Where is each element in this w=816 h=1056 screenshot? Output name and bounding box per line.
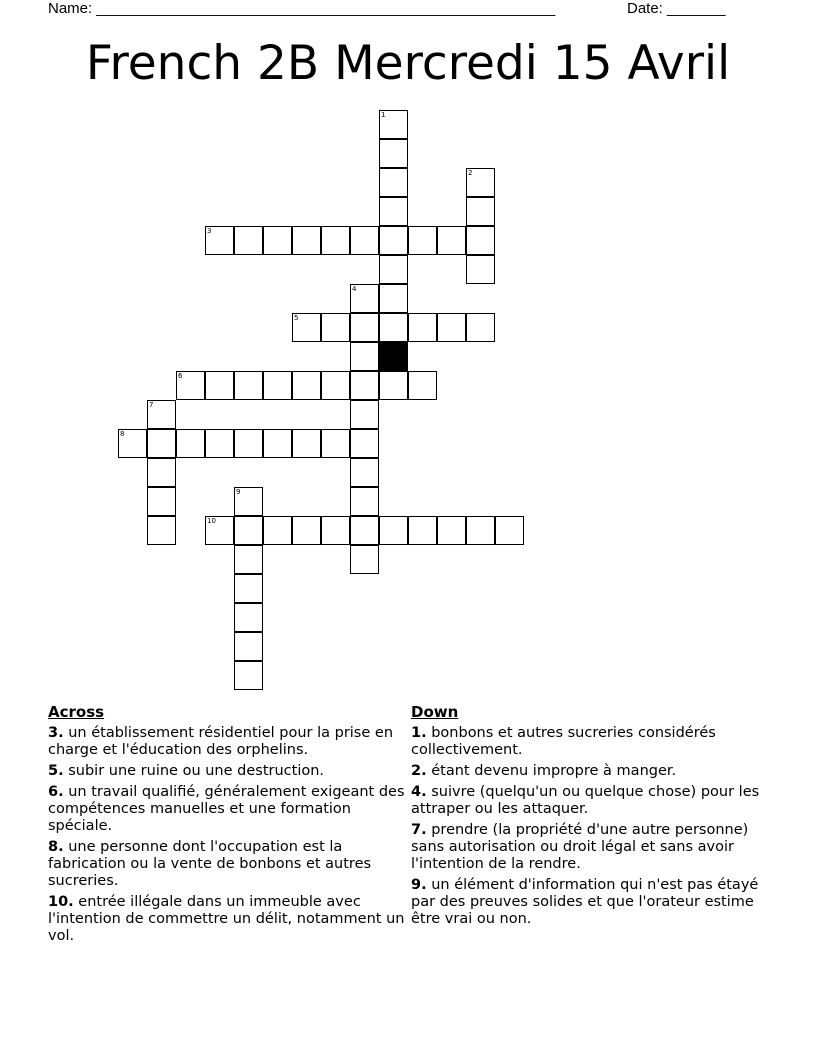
grid-cell[interactable] — [350, 516, 379, 545]
grid-cell[interactable] — [234, 632, 263, 661]
grid-cell[interactable] — [234, 516, 263, 545]
grid-cell[interactable] — [379, 284, 408, 313]
down-clue — [411, 763, 771, 780]
grid-cell[interactable] — [321, 371, 350, 400]
grid-cell[interactable] — [234, 371, 263, 400]
grid-cell[interactable] — [437, 313, 466, 342]
clue-number-label: 5 — [294, 314, 299, 322]
down-heading: Down — [411, 703, 459, 721]
grid-cell[interactable] — [350, 545, 379, 574]
clue-number-label: 8 — [120, 430, 125, 438]
grid-cell[interactable] — [466, 197, 495, 226]
clue-number-label: 1 — [381, 111, 386, 119]
grid-cell[interactable] — [263, 516, 292, 545]
clue-number-label: 9 — [236, 488, 241, 496]
grid-cell-black — [379, 342, 408, 371]
grid-cell[interactable] — [147, 458, 176, 487]
down-clue — [411, 877, 771, 928]
grid-cell[interactable] — [379, 255, 408, 284]
grid-cell[interactable] — [292, 226, 321, 255]
across-heading: Across — [48, 703, 105, 721]
clue-number-label: 10 — [207, 517, 216, 525]
grid-cell[interactable] — [408, 226, 437, 255]
grid-cell[interactable] — [321, 226, 350, 255]
clue-number: 6. — [48, 784, 64, 800]
grid-cell[interactable] — [350, 400, 379, 429]
across-clue — [48, 839, 408, 890]
grid-cell[interactable] — [263, 226, 292, 255]
name-field-label: Name: _______________________________________________________ — [48, 0, 556, 17]
clue-number: 10. — [48, 894, 74, 910]
grid-cell[interactable] — [379, 371, 408, 400]
grid-cell[interactable] — [437, 516, 466, 545]
grid-cell[interactable] — [350, 458, 379, 487]
grid-cell[interactable] — [466, 313, 495, 342]
grid-cell[interactable] — [234, 574, 263, 603]
across-clue — [48, 725, 408, 759]
grid-cell[interactable] — [495, 516, 524, 545]
clue-number-label: 4 — [352, 285, 357, 293]
across-clue-list — [48, 725, 408, 945]
grid-cell[interactable] — [466, 255, 495, 284]
grid-cell[interactable] — [350, 342, 379, 371]
grid-cell[interactable] — [408, 516, 437, 545]
clue-text: un travail qualifié, généralement exigeant des compétences manuelles et une formation spéciale. — [48, 784, 405, 834]
grid-cell[interactable] — [350, 313, 379, 342]
down-clues — [411, 703, 771, 932]
grid-cell[interactable] — [379, 226, 408, 255]
grid-cell[interactable] — [234, 603, 263, 632]
grid-cell[interactable] — [205, 226, 234, 255]
grid-cell[interactable] — [350, 429, 379, 458]
grid-cell[interactable] — [234, 226, 263, 255]
grid-cell[interactable] — [263, 429, 292, 458]
clue-number: 4. — [411, 784, 427, 800]
grid-cell[interactable] — [205, 516, 234, 545]
grid-cell[interactable] — [234, 661, 263, 690]
clue-number-label: 7 — [149, 401, 154, 409]
grid-cell[interactable] — [147, 429, 176, 458]
across-clues — [48, 703, 408, 949]
clue-number: 7. — [411, 822, 427, 838]
grid-cell[interactable] — [437, 226, 466, 255]
clue-text: entrée illégale dans un immeuble avec l'intention de commettre un délit, notamment un vol. — [48, 894, 405, 944]
grid-cell[interactable] — [292, 371, 321, 400]
grid-cell[interactable] — [408, 371, 437, 400]
grid-cell[interactable] — [379, 168, 408, 197]
grid-cell[interactable] — [379, 313, 408, 342]
grid-cell[interactable] — [350, 487, 379, 516]
grid-cell[interactable] — [205, 429, 234, 458]
clue-number-label: 6 — [178, 372, 183, 380]
clue-text: un élément d'information qui n'est pas étayé par des preuves solides et que l'orateur estime être vrai ou non. — [411, 877, 759, 927]
grid-cell[interactable] — [379, 110, 408, 139]
down-clue — [411, 822, 771, 873]
grid-cell[interactable] — [147, 516, 176, 545]
across-clue — [48, 784, 408, 835]
down-clue-list — [411, 725, 771, 928]
clue-text: étant devenu impropre à manger. — [426, 763, 677, 779]
grid-cell[interactable] — [176, 429, 205, 458]
grid-cell[interactable] — [263, 371, 292, 400]
grid-cell[interactable] — [234, 429, 263, 458]
date-field-label: Date: _______ — [627, 0, 726, 17]
clue-text: prendre (la propriété d'une autre personne) sans autorisation ou droit légal et sans avoir l'intention de la rendre. — [411, 822, 749, 872]
down-clue — [411, 784, 771, 818]
clue-text: subir une ruine ou une destruction. — [63, 763, 325, 779]
clue-number: 1. — [411, 725, 427, 741]
grid-cell[interactable] — [379, 197, 408, 226]
grid-cell[interactable] — [234, 487, 263, 516]
clue-text: une personne dont l'occupation est la fabrication ou la vente de bonbons et autres sucreries. — [48, 839, 372, 889]
grid-cell[interactable] — [466, 168, 495, 197]
clue-number: 5. — [48, 763, 64, 779]
grid-cell[interactable] — [321, 313, 350, 342]
clue-text: suivre (quelqu'un ou quelque chose) pour les attraper ou les attaquer. — [411, 784, 760, 817]
page-title: French 2B Mercredi 15 Avril — [85, 36, 731, 91]
grid-cell[interactable] — [466, 226, 495, 255]
grid-cell[interactable] — [292, 516, 321, 545]
grid-cell[interactable] — [408, 313, 437, 342]
across-clue — [48, 763, 408, 780]
clue-number: 9. — [411, 877, 427, 893]
clue-number: 2. — [411, 763, 427, 779]
grid-cell[interactable] — [176, 371, 205, 400]
grid-cell[interactable] — [321, 429, 350, 458]
clue-number: 3. — [48, 725, 64, 741]
grid-cell[interactable] — [234, 545, 263, 574]
grid-cell[interactable] — [350, 284, 379, 313]
clue-number-label: 2 — [468, 169, 473, 177]
clue-text: bonbons et autres sucreries considérés collectivement. — [411, 725, 716, 758]
grid-cell[interactable] — [350, 226, 379, 255]
grid-cell[interactable] — [321, 516, 350, 545]
clue-text: un établissement résidentiel pour la prise en charge et l'éducation des orphelins. — [48, 725, 394, 758]
across-clue — [48, 894, 408, 945]
down-clue — [411, 725, 771, 759]
grid-cell[interactable] — [147, 487, 176, 516]
grid-cell[interactable] — [205, 371, 234, 400]
grid-cell[interactable] — [292, 429, 321, 458]
grid-cell[interactable] — [350, 371, 379, 400]
grid-cell[interactable] — [466, 516, 495, 545]
grid-cell[interactable] — [147, 400, 176, 429]
clue-number: 8. — [48, 839, 64, 855]
grid-cell[interactable] — [379, 139, 408, 168]
grid-cell[interactable] — [292, 313, 321, 342]
clue-number-label: 3 — [207, 227, 212, 235]
grid-cell[interactable] — [379, 516, 408, 545]
grid-cell[interactable] — [118, 429, 147, 458]
